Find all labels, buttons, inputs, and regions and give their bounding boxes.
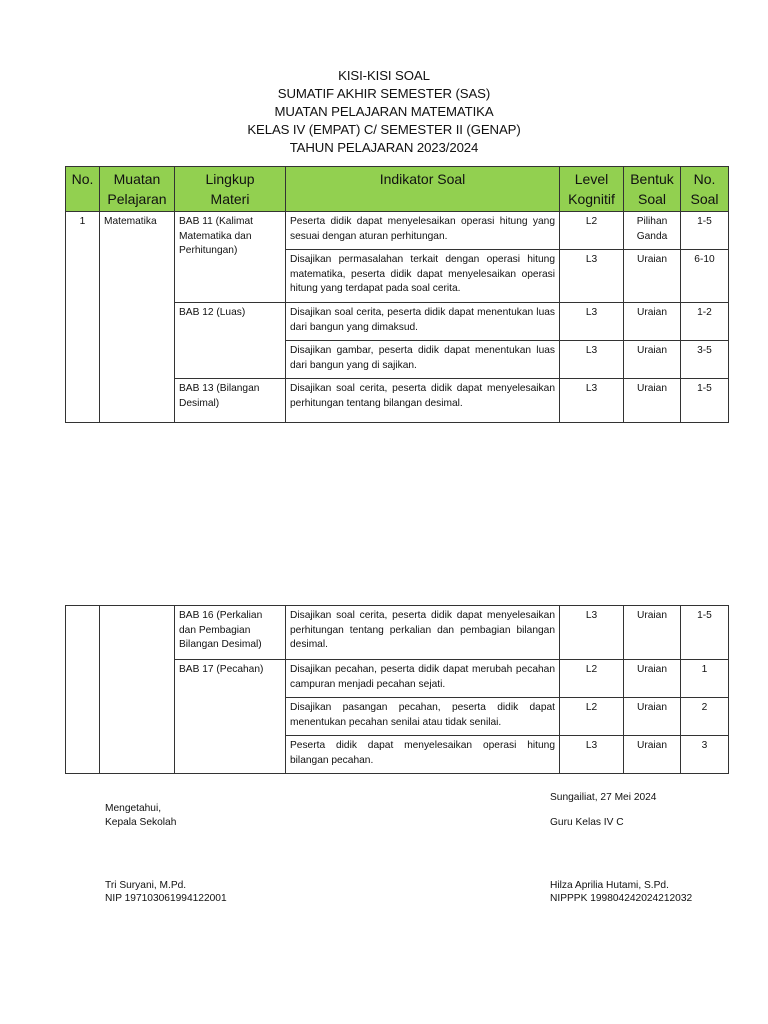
cell-bentuk: Uraian: [624, 736, 681, 774]
principal-title: Kepala Sekolah: [105, 817, 177, 828]
cell-indikator: Disajikan gambar, peserta didik dapat menentukan luas dari bangun yang di sajikan.: [286, 341, 560, 379]
teacher-title: Guru Kelas IV C: [550, 817, 624, 828]
cell-level: L3: [560, 250, 624, 303]
col-header-bentuk: Bentuk Soal: [624, 167, 681, 212]
cell-level: L2: [560, 660, 624, 698]
kisi-kisi-table-continued: [65, 605, 729, 774]
cell-indikator: Disajikan soal cerita, peserta didik dapat menentukan luas dari bangun yang dimaksud.: [286, 303, 560, 341]
principal-name: Tri Suryani, M.Pd.: [105, 880, 187, 891]
document-title: [0, 67, 768, 157]
cell-indikator: Disajikan pasangan pecahan, peserta didik dapat menentukan pecahan senilai atau tidak senilai.: [286, 698, 560, 736]
col-header-muatan: Muatan Pelajaran: [100, 167, 175, 212]
title-line: SUMATIF AKHIR SEMESTER (SAS): [277, 86, 491, 101]
cell-nosoal: 2: [681, 698, 729, 736]
cell-bentuk: Pilihan Ganda: [624, 212, 681, 250]
cell-nosoal: 1-5: [681, 379, 729, 423]
acknowledged-label: Mengetahui,: [105, 803, 162, 814]
cell-nosoal: 1: [681, 660, 729, 698]
cell-bentuk: Uraian: [624, 660, 681, 698]
cell-indikator: Disajikan pecahan, peserta didik dapat merubah pecahan campuran menjadi pecahan sejati.: [286, 660, 560, 698]
cell-level: L3: [560, 341, 624, 379]
table-row: [66, 212, 729, 250]
col-header-no: No.: [66, 167, 100, 212]
col-header-indikator: Indikator Soal: [286, 167, 560, 212]
cell-indikator: Disajikan soal cerita, peserta didik dapat menyelesaikan perhitungan tentang perkalian dan pembagian bilangan desimal.: [286, 606, 560, 660]
cell-nosoal: 1-5: [681, 212, 729, 250]
table-row: [66, 606, 729, 660]
teacher-name: Hilza Aprilia Hutami, S.Pd.: [550, 880, 669, 891]
cell-muatan: [100, 606, 175, 774]
cell-level: L2: [560, 212, 624, 250]
col-header-lingkup: Lingkup Materi: [175, 167, 286, 212]
cell-bentuk: Uraian: [624, 379, 681, 423]
teacher-nipppk: NIPPPK 199804242024212032: [550, 893, 693, 904]
cell-materi: BAB 11 (Kalimat Matematika dan Perhitungan): [175, 212, 286, 303]
cell-indikator: Peserta didik dapat menyelesaikan operasi hitung bilangan pecahan.: [286, 736, 560, 774]
cell-bentuk: Uraian: [624, 250, 681, 303]
cell-materi: BAB 17 (Pecahan): [175, 660, 286, 774]
cell-no: 1: [66, 212, 100, 423]
cell-materi: BAB 12 (Luas): [175, 303, 286, 379]
cell-muatan: Matematika: [100, 212, 175, 423]
cell-bentuk: Uraian: [624, 303, 681, 341]
cell-level: L3: [560, 303, 624, 341]
cell-nosoal: 3: [681, 736, 729, 774]
col-header-nosoal: No. Soal: [681, 167, 729, 212]
cell-nosoal: 3-5: [681, 341, 729, 379]
place-date: Sungailiat, 27 Mei 2024: [550, 792, 657, 803]
cell-bentuk: Uraian: [624, 606, 681, 660]
title-line: MUATAN PELAJARAN MATEMATIKA: [274, 104, 494, 119]
title-line: TAHUN PELAJARAN 2023/2024: [289, 140, 479, 155]
cell-nosoal: 6-10: [681, 250, 729, 303]
cell-bentuk: Uraian: [624, 698, 681, 736]
table-header-row: [66, 167, 729, 212]
cell-nosoal: 1-5: [681, 606, 729, 660]
cell-level: L3: [560, 606, 624, 660]
cell-materi: BAB 16 (Perkalian dan Pembagian Bilangan Desimal): [175, 606, 286, 660]
cell-materi: BAB 13 (Bilangan Desimal): [175, 379, 286, 423]
cell-level: L3: [560, 736, 624, 774]
principal-nip: NIP 197103061994122001: [105, 893, 227, 904]
cell-indikator: Peserta didik dapat menyelesaikan operasi hitung yang sesuai dengan aturan perhitungan.: [286, 212, 560, 250]
cell-indikator: Disajikan soal cerita, peserta didik dapat menyelesaikan perhitungan tentang bilangan desimal.: [286, 379, 560, 423]
col-header-level: Level Kognitif: [560, 167, 624, 212]
cell-level: L2: [560, 698, 624, 736]
title-line: KELAS IV (EMPAT) C/ SEMESTER II (GENAP): [247, 122, 521, 137]
cell-indikator: Disajikan permasalahan terkait dengan operasi hitung matematika, peserta didik dapat menyelesaikan operasi hitung yang terdapat pada soal cerita.: [286, 250, 560, 303]
cell-level: L3: [560, 379, 624, 423]
cell-no: [66, 606, 100, 774]
cell-bentuk: Uraian: [624, 341, 681, 379]
title-line: KISI-KISI SOAL: [338, 68, 430, 83]
cell-nosoal: 1-2: [681, 303, 729, 341]
kisi-kisi-table: [65, 166, 729, 423]
